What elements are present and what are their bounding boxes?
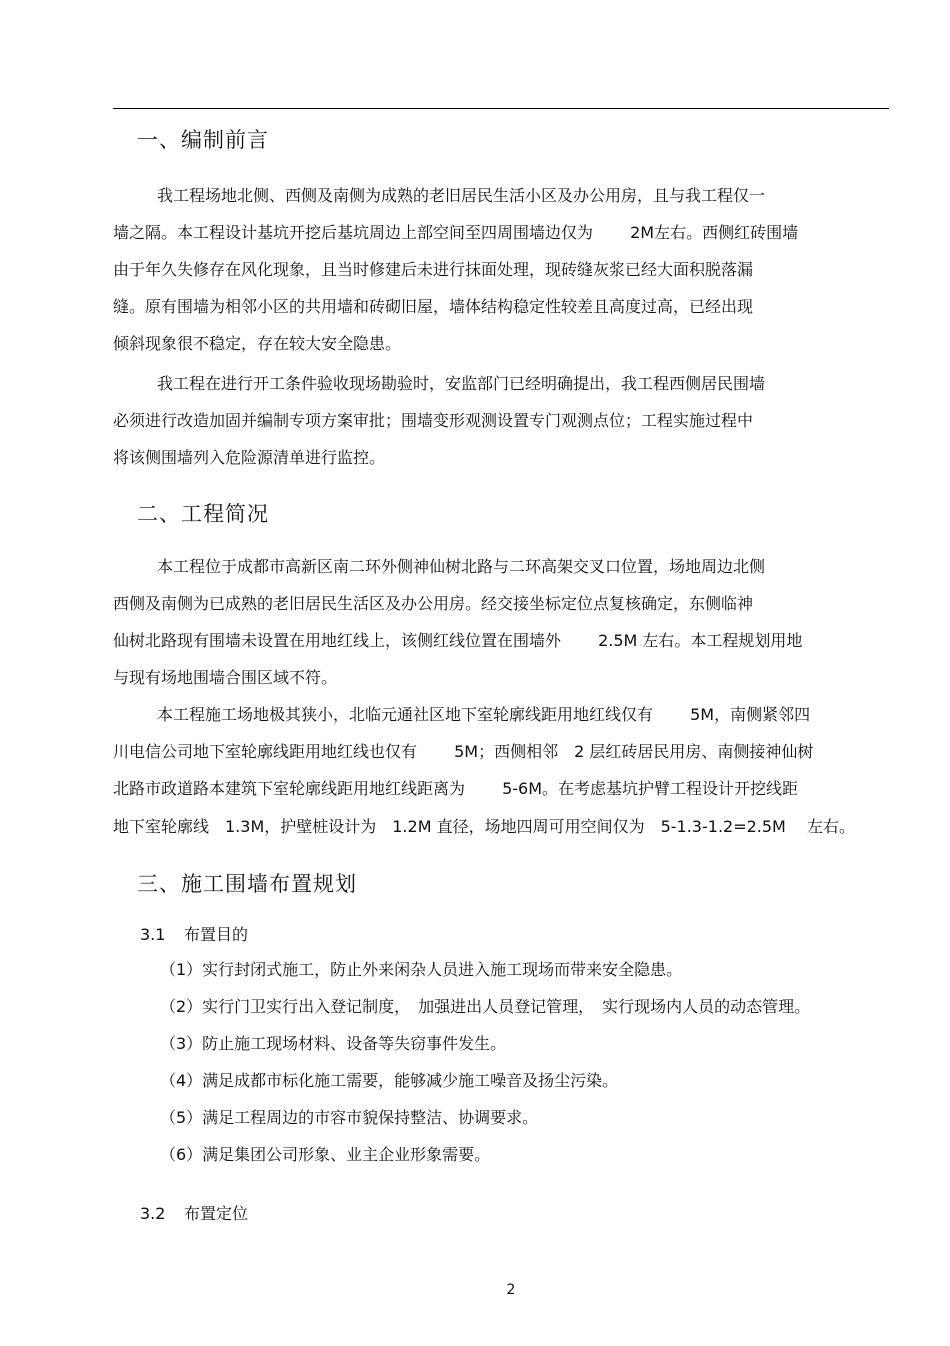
paragraph-line: 我工程场地北侧、西侧及南侧为成熟的老旧居民生活小区及办公用房，且与我工程仅一 (157, 186, 766, 205)
page-number: 2 (506, 1282, 516, 1298)
paragraph-line: 缝。原有围墙为相邻小区的共用墙和砖砌旧屋，墙体结构稳定性较差且高度过高，已经出现 (113, 297, 754, 316)
subsection-3-2 (140, 1201, 248, 1224)
paragraph-line: 与现有场地围墙合围区域不符。 (113, 668, 338, 687)
list-item: （2）实行门卫实行出入登记制度， 加强进出人员登记管理， 实行现场内人员的动态管理。 (160, 997, 811, 1016)
paragraph-line: 由于年久失修存在风化现象，且当时修建后未进行抹面处理，现砖缝灰浆已经大面积脱落漏 (113, 260, 754, 279)
section-2-heading: 二、工程简况 (137, 502, 269, 526)
paragraph-line: 本工程施工场地极其狭小，北临元通社区地下室轮廓线距用地红线仅有 5M，南侧紧邻四 (157, 705, 811, 724)
paragraph-line: 墙之隔。本工程设计基坑开挖后基坑周边上部空间至四周围墙边仅为 2M左右。西侧红砖围墙 (113, 223, 799, 242)
paragraph-line: 将该侧围墙列入危险源清单进行监控。 (113, 448, 386, 467)
header-rule (113, 108, 889, 109)
paragraph-line: 西侧及南侧为已成熟的老旧居民生活区及办公用房。经交接坐标定位点复核确定，东侧临神 (113, 594, 754, 613)
section-3-heading: 三、施工围墙布置规划 (137, 872, 357, 896)
paragraph-line: 本工程位于成都市高新区南二环外侧神仙树北路与二环高架交叉口位置，场地周边北侧 (157, 557, 766, 576)
subsection-number: 3.2 (140, 1204, 166, 1223)
list-item: （3）防止施工现场材料、设备等失窃事件发生。 (160, 1034, 507, 1053)
subsection-title: 布置目的 (184, 925, 249, 944)
list-item: （5）满足工程周边的市容市貌保持整洁、协调要求。 (160, 1108, 539, 1127)
paragraph-line: 地下室轮廓线 1.3M，护壁桩设计为 1.2M 直径，场地四周可用空间仅为 5-1.3-1.2=2.5M 左右。 (113, 817, 855, 836)
subsection-3-1 (140, 922, 248, 945)
paragraph-line: 川电信公司地下室轮廓线距用地红线也仅有 5M；西侧相邻 2 层红砖居民用房、南侧接神仙树 (113, 742, 814, 761)
list-item: （6）满足集团公司形象、业主企业形象需要。 (160, 1145, 491, 1164)
paragraph-line: 仙树北路现有围墙未设置在用地红线上，该侧红线位置在围墙外 2.5M 左右。本工程规划用地 (113, 631, 803, 650)
list-item: （4）满足成都市标化施工需要，能够减少施工噪音及扬尘污染。 (160, 1071, 619, 1090)
subsection-number: 3.1 (140, 925, 166, 944)
paragraph-line: 倾斜现象很不稳定，存在较大安全隐患。 (113, 334, 402, 353)
section-1-heading: 一、编制前言 (137, 128, 269, 152)
paragraph-line: 我工程在进行开工条件验收现场勘验时，安监部门已经明确提出，我工程西侧居民围墙 (157, 374, 766, 393)
paragraph-line: 北路市政道路本建筑下室轮廓线距用地红线距离为 5-6M。在考虑基坑护臂工程设计开挖线距 (113, 779, 799, 798)
paragraph-line: 必须进行改造加固并编制专项方案审批；围墙变形观测设置专门观测点位；工程实施过程中 (113, 411, 754, 430)
subsection-title: 布置定位 (184, 1204, 249, 1223)
list-item: （1）实行封闭式施工，防止外来闲杂人员进入施工现场而带来安全隐患。 (160, 960, 683, 979)
